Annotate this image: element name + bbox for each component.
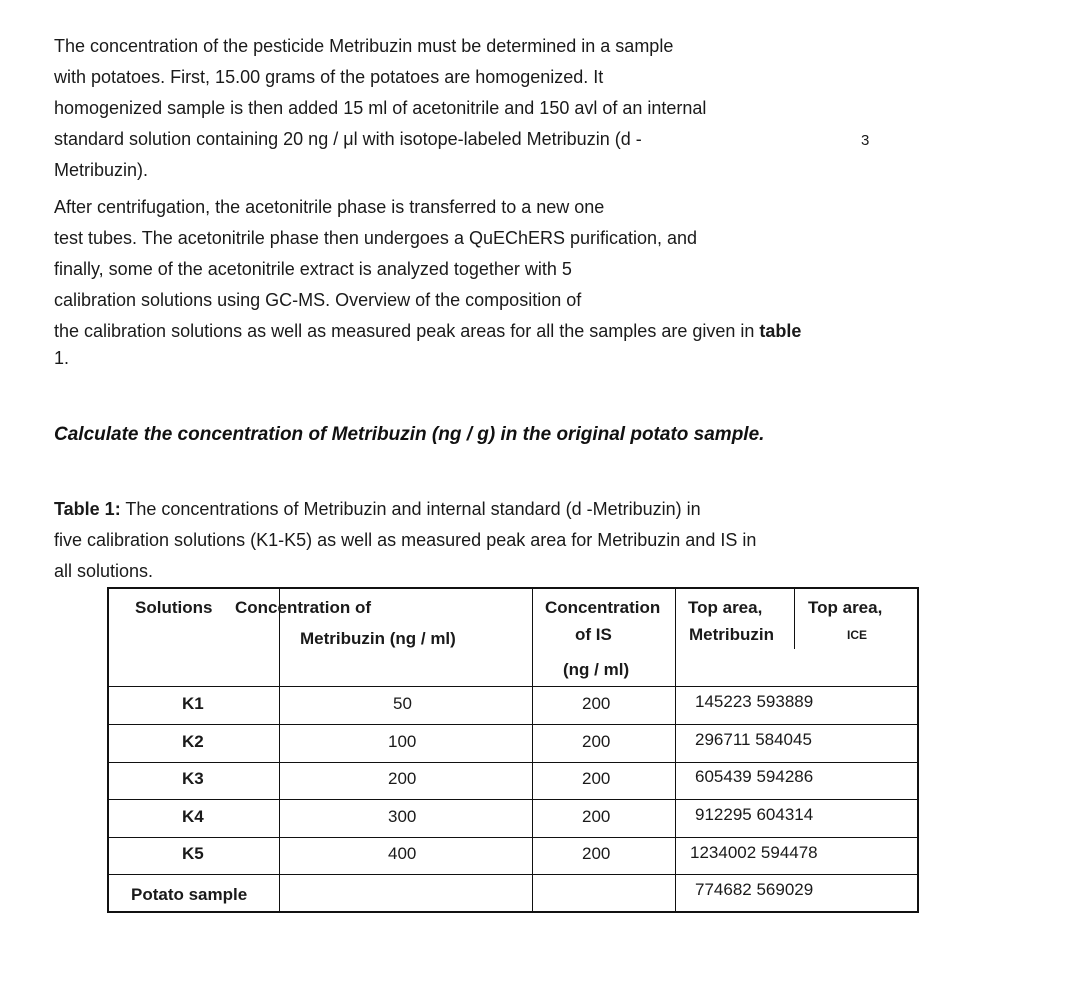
question: Calculate the concentration of Metribuzin (ng / g) in the original potato sample. <box>54 424 765 445</box>
data-table <box>107 587 919 913</box>
table-reference: table <box>759 321 802 341</box>
row-metribuzin-conc: 50 <box>393 694 412 713</box>
row-peak-areas: 605439 594286 <box>695 767 814 786</box>
row-peak-areas: 774682 569029 <box>695 880 814 899</box>
isotope-subscript: 3 <box>861 132 870 149</box>
caption-line-2: five calibration solutions (K1-K5) as well as measured peak area for Metribuzin and IS in <box>54 530 757 550</box>
row-name: Potato sample <box>131 885 248 904</box>
row-sep-6 <box>107 874 919 875</box>
row-is-conc: 200 <box>582 769 611 788</box>
row-sep-1 <box>107 686 919 687</box>
caption-line-3: all solutions. <box>54 561 154 581</box>
row-metribuzin-conc: 300 <box>388 807 417 826</box>
intro-line-9: calibration solutions using GC-MS. Overview of the composition of <box>54 290 582 310</box>
intro-line-1: The concentration of the pesticide Metribuzin must be determined in a sample <box>54 36 674 56</box>
row-name: K4 <box>182 807 204 826</box>
caption-text-1: The concentrations of Metribuzin and internal standard (d -Metribuzin) in <box>125 499 701 519</box>
table-border-left <box>107 587 109 913</box>
row-peak-areas: 1234002 594478 <box>690 843 818 862</box>
intro-line-10 <box>54 320 801 342</box>
col-sep-1 <box>279 587 280 913</box>
caption-label: Table 1: <box>54 499 121 519</box>
row-metribuzin-conc: 200 <box>388 769 417 788</box>
intro-line-7: test tubes. The acetonitrile phase then undergoes a QuEChERS purification, and <box>54 228 698 248</box>
header-conc-metribuzin-2: Metribuzin (ng / ml) <box>300 629 456 648</box>
intro-line-2: with potatoes. First, 15.00 grams of the potatoes are homogenized. It <box>54 67 604 87</box>
row-metribuzin-conc: 100 <box>388 732 417 751</box>
table-border-bottom <box>107 911 919 913</box>
col-sep-3 <box>675 587 676 913</box>
col-sep-4 <box>794 587 795 649</box>
row-peak-areas: 296711 584045 <box>695 730 812 749</box>
caption-line-1 <box>54 498 701 520</box>
row-metribuzin-conc: 400 <box>388 844 417 863</box>
row-name: K1 <box>182 694 204 713</box>
row-sep-5 <box>107 837 919 838</box>
header-solutions: Solutions <box>135 598 213 617</box>
row-is-conc: 200 <box>582 732 611 751</box>
header-conc-is-1: Concentration <box>545 598 661 617</box>
header-conc-is-2: of IS <box>575 625 612 644</box>
row-sep-4 <box>107 799 919 800</box>
header-conc-metribuzin-1: Concentration of <box>235 598 371 617</box>
intro-line-4: standard solution containing 20 ng / μl with isotope-labeled Metribuzin (d - <box>54 129 642 149</box>
header-top-area-metribuzin-1: Top area, <box>688 598 763 617</box>
intro-line-8: finally, some of the acetonitrile extract is analyzed together with 5 <box>54 259 572 279</box>
intro-line-11: 1. <box>54 348 70 368</box>
row-name: K5 <box>182 844 204 863</box>
row-peak-areas: 912295 604314 <box>695 805 814 824</box>
row-is-conc: 200 <box>582 694 611 713</box>
row-sep-3 <box>107 762 919 763</box>
table-border-right <box>917 587 919 913</box>
header-top-area-is-1: Top area, <box>808 598 883 617</box>
intro-line-3: homogenized sample is then added 15 ml of acetonitrile and 150 avl of an internal <box>54 98 707 118</box>
row-name: K3 <box>182 769 204 788</box>
header-top-area-is-2: ICE <box>847 628 868 642</box>
row-peak-areas: 145223 593889 <box>695 692 814 711</box>
intro-line-5: Metribuzin). <box>54 160 149 180</box>
row-sep-2 <box>107 724 919 725</box>
table-border-top <box>107 587 919 589</box>
row-is-conc: 200 <box>582 844 611 863</box>
header-top-area-metribuzin-2: Metribuzin <box>689 625 774 644</box>
row-name: K2 <box>182 732 204 751</box>
intro-line-10-text: the calibration solutions as well as measured peak areas for all the samples are given in <box>54 321 755 341</box>
header-conc-is-3: (ng / ml) <box>563 660 630 679</box>
row-is-conc: 200 <box>582 807 611 826</box>
col-sep-2 <box>532 587 533 913</box>
intro-line-6: After centrifugation, the acetonitrile phase is transferred to a new one <box>54 197 605 217</box>
